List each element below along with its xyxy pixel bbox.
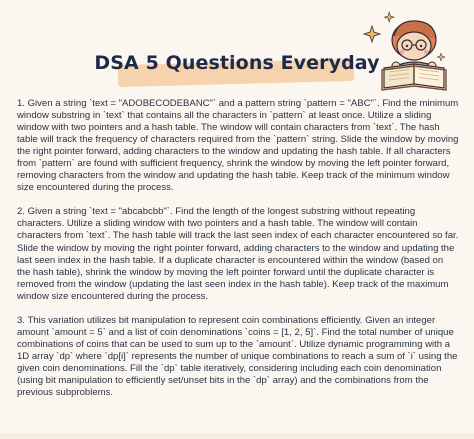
page-title: DSA 5 Questions Everyday (94, 52, 380, 74)
questions-list (17, 98, 459, 411)
question-2: 2. Given a string `text = "abcabcbb"`. Find the length of the longest substring without repeating characters. Utilize a sliding window with two pointers and a hash table. The window will contain characters from `text`. The hash table will track the last seen index of each character encountered so far. Slide the window by moving the right pointer forward, adding characters to the window and updating the last seen index in the hash table. If a duplicate character is encountered within the window (based on the hash table), shrink the window by moving the left pointer forward until the duplicate character is removed from the window (updating the last seen index in the hash table). Keep track of the maximum window size encountered during the process. (17, 206, 459, 302)
question-1: 1. Given a string `text = "ADOBECODEBANC"` and a pattern string `pattern = "ABC"`. Find the minimum window substring in `text` that contains all the characters in `pattern` at least once. Utilize a sliding window with two pointers and a hash table. The window will contain characters from `text`. The hash table will track the frequency of characters required from the `pattern` string. Slide the window by moving the right pointer forward, adding characters to the window and updating the hash table. If all characters from `pattern` are found with sufficient frequency, shrink the window by moving the left pointer forward, removing characters from the window and updating the hash table. Keep track of the minimum window size encountered during the process. (17, 98, 459, 194)
bottom-strip (0, 433, 474, 439)
title-wrap (0, 50, 474, 76)
question-3: 3. This variation utilizes bit manipulation to represent coin combinations efficiently. Given an integer amount `amount = 5` and a list of coin denominations `coins = [1, 2, 5]`. Find the total number of unique combinations of coins that can be used to sum up to the `amount`. Utilize dynamic programming with a 1D array `dp` where `dp[i]` represents the number of unique combinations to reach a sum of `i` using the given coin denominations. Fill the `dp` table iteratively, considering including each coin denomination (using bit manipulation to efficiently set/unset bits in the `dp` array) and the combinations from the previous subproblems. (17, 314, 458, 399)
